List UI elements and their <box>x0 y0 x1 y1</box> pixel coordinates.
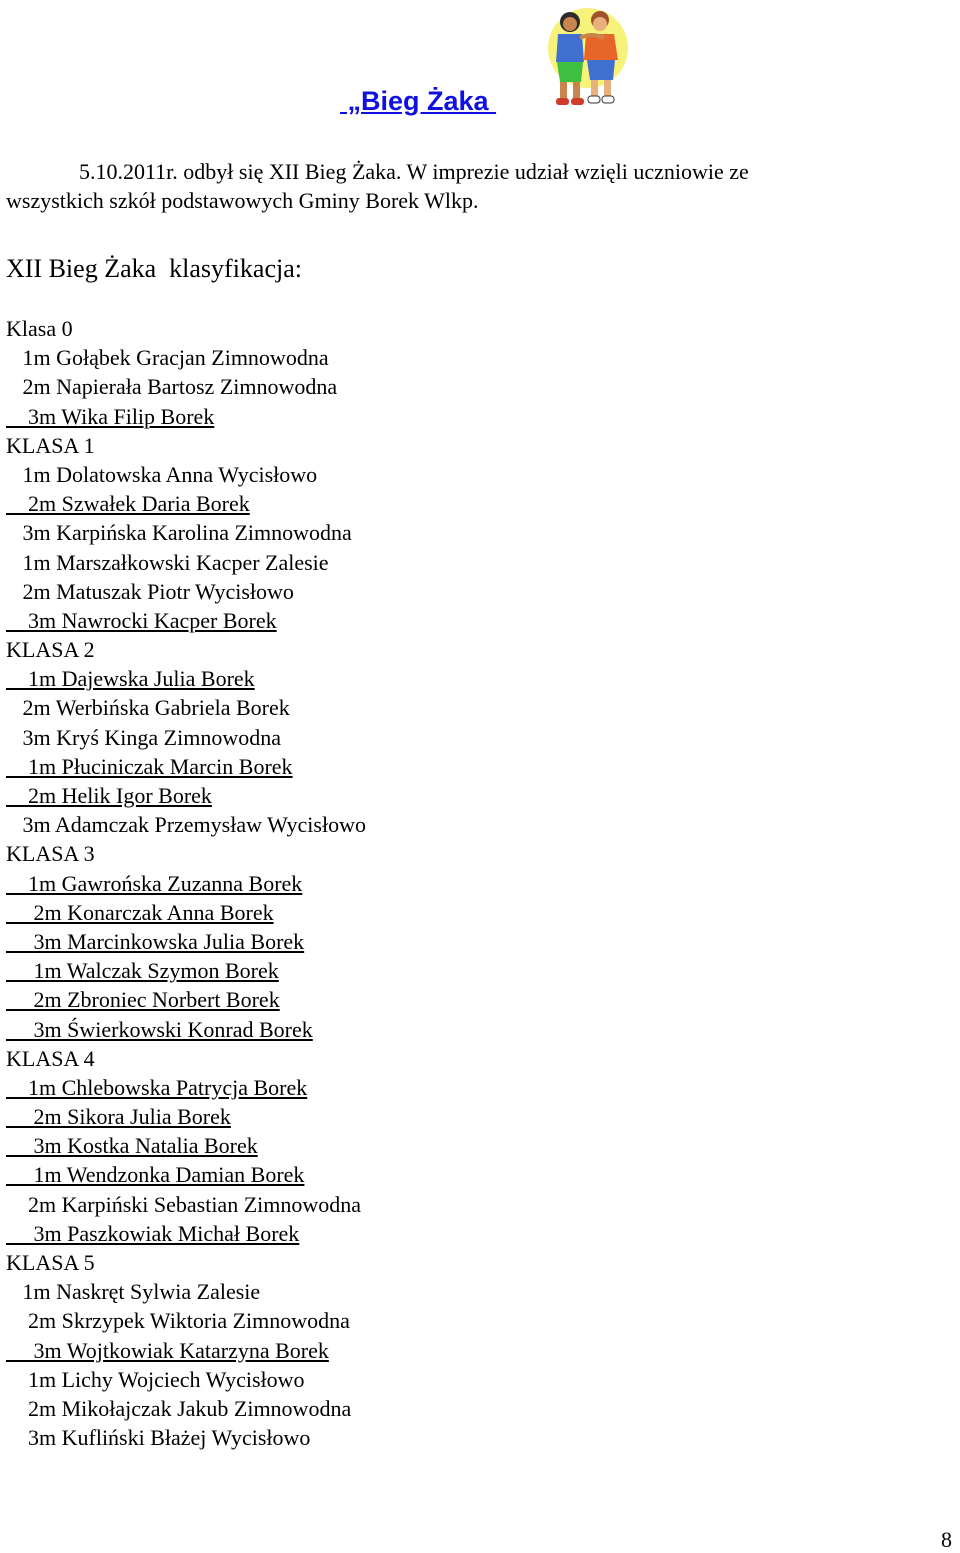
result-text: 1m Lichy Wojciech Wycisłowo <box>6 1366 305 1392</box>
result-row <box>6 548 906 577</box>
result-row <box>6 606 906 635</box>
page-title: „Bieg Żaka <box>340 86 497 116</box>
result-row <box>6 1277 906 1306</box>
class-heading <box>6 1044 906 1073</box>
result-row <box>6 927 906 956</box>
result-row <box>6 693 906 722</box>
result-text: 3m Kufliński Błażej Wycisłowo <box>6 1425 311 1451</box>
result-text: 3m Paszkowiak Michał Borek <box>6 1220 300 1246</box>
result-text: 1m Dajewska Julia Borek <box>6 666 255 692</box>
result-row <box>6 869 906 898</box>
result-text: 1m Chlebowska Patrycja Borek <box>6 1074 308 1100</box>
result-text: 2m Mikołajczak Jakub Zimnowodna <box>6 1395 352 1421</box>
result-row <box>6 1336 906 1365</box>
result-row <box>6 1190 906 1219</box>
result-text: 2m Szwałek Daria Borek <box>6 491 250 517</box>
result-text: 3m Wojtkowiak Katarzyna Borek <box>6 1337 329 1363</box>
intro-line-2: wszystkich szkół podstawowych Gminy Borek Wlkp. <box>6 188 479 213</box>
result-row <box>6 518 906 547</box>
class-heading <box>6 1248 906 1277</box>
result-row <box>6 1423 906 1452</box>
result-text: KLASA 5 <box>6 1250 95 1275</box>
result-text: 2m Skrzypek Wiktoria Zimnowodna <box>6 1308 350 1334</box>
intro-line-1: 5.10.2011r. odbył się XII Bieg Żaka. W imprezie udział wzięli uczniowie ze <box>79 159 749 184</box>
result-text: 3m Adamczak Przemysław Wycisłowo <box>6 812 366 838</box>
result-row <box>6 664 906 693</box>
result-text: 1m Gołąbek Gracjan Zimnowodna <box>6 345 329 371</box>
result-text: 3m Karpińska Karolina Zimnowodna <box>6 520 352 546</box>
result-row <box>6 460 906 489</box>
result-text: 2m Matuszak Piotr Wycisłowo <box>6 578 294 604</box>
result-row <box>6 1131 906 1160</box>
result-row <box>6 781 906 810</box>
result-text: KLASA 1 <box>6 432 95 458</box>
result-text: 2m Zbroniec Norbert Borek <box>6 987 280 1013</box>
result-row <box>6 343 906 372</box>
result-text: 3m Marcinkowska Julia Borek <box>6 928 305 954</box>
result-row <box>6 577 906 606</box>
result-row <box>6 402 906 431</box>
result-row <box>6 1073 906 1102</box>
result-text: 2m Napierała Bartosz Zimnowodna <box>6 374 338 400</box>
result-text: 3m Kryś Kinga Zimnowodna <box>6 724 281 750</box>
result-row <box>6 898 906 927</box>
result-row <box>6 810 906 839</box>
result-text: 2m Konarczak Anna Borek <box>6 899 274 925</box>
result-row <box>6 1219 906 1248</box>
result-text: 2m Karpiński Sebastian Zimnowodna <box>6 1191 362 1217</box>
result-text: KLASA 3 <box>6 841 95 867</box>
result-text: KLASA 2 <box>6 637 95 663</box>
result-text: 2m Helik Igor Borek <box>6 783 212 808</box>
result-text: 1m Walczak Szymon Borek <box>6 958 279 984</box>
result-text: 3m Świerkowski Konrad Borek <box>6 1016 313 1042</box>
result-row <box>6 956 906 985</box>
result-row <box>6 985 906 1014</box>
result-text: 1m Marszałkowski Kacper Zalesie <box>6 549 329 575</box>
result-row <box>6 1102 906 1131</box>
classification-heading: XII Bieg Żaka klasyfikacja: <box>6 254 302 283</box>
class-heading <box>6 839 906 868</box>
result-row <box>6 1394 906 1423</box>
result-row <box>6 1306 906 1335</box>
result-row <box>6 723 906 752</box>
result-row <box>6 489 906 518</box>
result-row <box>6 1160 906 1189</box>
result-row <box>6 372 906 401</box>
result-text: 1m Gawrońska Zuzanna Borek <box>6 870 303 896</box>
result-text: Klasa 0 <box>6 316 73 341</box>
class-heading <box>6 431 906 460</box>
result-text: KLASA 4 <box>6 1045 95 1071</box>
page-number: 8 <box>941 1527 952 1552</box>
result-text: 3m Nawrocki Kacper Borek <box>6 607 277 633</box>
result-text: 1m Naskręt Sylwia Zalesie <box>6 1279 261 1305</box>
class-heading <box>6 635 906 664</box>
result-text: 3m Wika Filip Borek <box>6 403 215 429</box>
result-text: 2m Werbińska Gabriela Borek <box>6 695 290 721</box>
result-text: 1m Dolatowska Anna Wycisłowo <box>6 461 318 487</box>
result-row <box>6 1015 906 1044</box>
result-text: 1m Wendzonka Damian Borek <box>6 1162 305 1188</box>
result-row <box>6 752 906 781</box>
intro-paragraph <box>6 157 956 215</box>
result-text: 1m Płuciniczak Marcin Borek <box>6 753 293 779</box>
result-text: 2m Sikora Julia Borek <box>6 1104 231 1130</box>
results-list <box>6 314 906 1452</box>
two-children-running-clipart <box>540 4 628 112</box>
result-row <box>6 314 906 343</box>
result-row <box>6 1365 906 1394</box>
result-text: 3m Kostka Natalia Borek <box>6 1133 258 1159</box>
